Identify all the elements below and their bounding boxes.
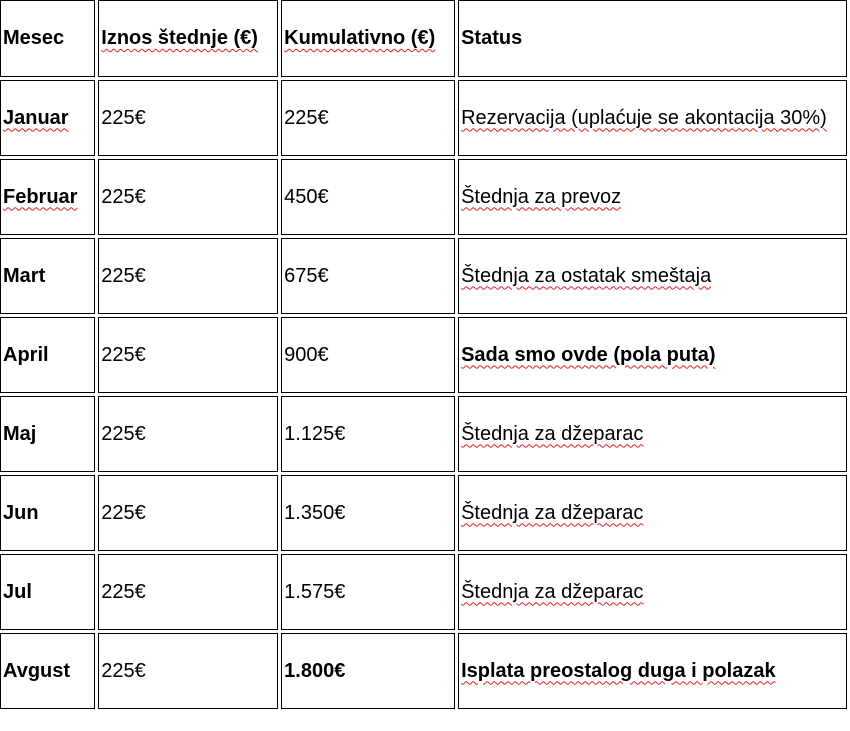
table-row (0, 633, 847, 709)
cell-mesec: Maj (0, 396, 95, 472)
cell-iznos: 225€ (98, 554, 278, 630)
cell-status: Štednja za džeparac (458, 475, 847, 551)
cell-mesec: April (0, 317, 95, 393)
cell-status: Štednja za ostatak smeštaja (458, 238, 847, 314)
cell-mesec: Avgust (0, 633, 95, 709)
table-row (0, 317, 847, 393)
header-cell-mesec: Mesec (0, 0, 95, 77)
table-row (0, 80, 847, 156)
cell-iznos: 225€ (98, 80, 278, 156)
cell-status: Sada smo ovde (pola puta) (458, 317, 847, 393)
table-row (0, 159, 847, 235)
cell-status: Rezervacija (uplaćuje se akontacija 30%) (458, 80, 847, 156)
cell-kumulativno: 1.575€ (281, 554, 455, 630)
cell-kumulativno: 1.125€ (281, 396, 455, 472)
table-row (0, 475, 847, 551)
table-header-row (0, 0, 847, 77)
cell-status: Štednja za džeparac (458, 554, 847, 630)
cell-iznos: 225€ (98, 238, 278, 314)
cell-mesec: Jul (0, 554, 95, 630)
cell-iznos: 225€ (98, 317, 278, 393)
cell-kumulativno: 225€ (281, 80, 455, 156)
cell-iznos: 225€ (98, 396, 278, 472)
header-cell-status: Status (458, 0, 847, 77)
cell-kumulativno: 675€ (281, 238, 455, 314)
cell-status: Štednja za džeparac (458, 396, 847, 472)
cell-iznos: 225€ (98, 159, 278, 235)
cell-status: Štednja za prevoz (458, 159, 847, 235)
cell-status: Isplata preostalog duga i polazak (458, 633, 847, 709)
cell-iznos: 225€ (98, 475, 278, 551)
header-cell-kumulativno: Kumulativno (€) (281, 0, 455, 77)
cell-kumulativno: 1.350€ (281, 475, 455, 551)
cell-kumulativno: 450€ (281, 159, 455, 235)
cell-mesec: Februar (0, 159, 95, 235)
table-row (0, 396, 847, 472)
table-row (0, 238, 847, 314)
cell-kumulativno: 900€ (281, 317, 455, 393)
cell-mesec: Januar (0, 80, 95, 156)
cell-mesec: Mart (0, 238, 95, 314)
table-row (0, 554, 847, 630)
cell-kumulativno: 1.800€ (281, 633, 455, 709)
header-cell-iznos: Iznos štednje (€) (98, 0, 278, 77)
cell-iznos: 225€ (98, 633, 278, 709)
cell-mesec: Jun (0, 475, 95, 551)
